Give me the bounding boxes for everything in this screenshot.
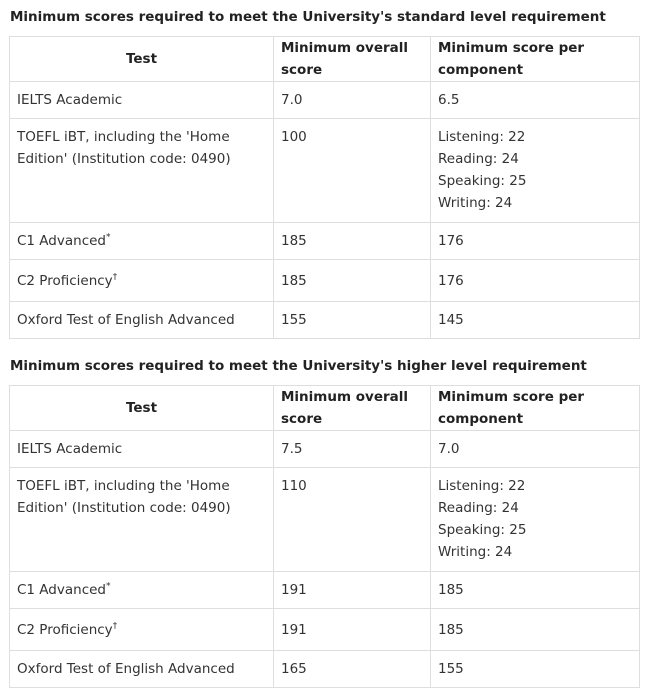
table-row bbox=[10, 468, 640, 572]
table-row bbox=[10, 82, 640, 119]
table-row bbox=[10, 651, 640, 688]
footnote-mark: † bbox=[112, 272, 118, 282]
component-score: 6.5 bbox=[431, 82, 640, 119]
component-score: 185 bbox=[431, 572, 640, 609]
higher-table-caption: Minimum scores required to meet the University's higher level requirement bbox=[10, 358, 587, 374]
component-score: Writing: 24 bbox=[438, 195, 513, 211]
test-name: C2 Proficiency† bbox=[10, 609, 274, 651]
table-row bbox=[10, 260, 640, 302]
component-score: 7.0 bbox=[431, 431, 640, 468]
component-score: 176 bbox=[431, 260, 640, 302]
test-name: Oxford Test of English Advanced bbox=[10, 302, 274, 339]
header-test: Test bbox=[10, 37, 274, 82]
overall-score: 185 bbox=[274, 260, 431, 302]
test-name: IELTS Academic bbox=[10, 82, 274, 119]
component-score: Listening: 22 bbox=[438, 129, 526, 145]
test-name: C1 Advanced* bbox=[10, 572, 274, 609]
component-scores bbox=[431, 119, 640, 223]
table-row bbox=[10, 609, 640, 651]
test-name: TOEFL iBT, including the 'Home Edition' (Institution code: 0490) bbox=[10, 119, 274, 223]
component-score: 176 bbox=[431, 223, 640, 260]
overall-score: 7.5 bbox=[274, 431, 431, 468]
table-header-row bbox=[10, 386, 640, 431]
test-name: C2 Proficiency† bbox=[10, 260, 274, 302]
test-name: C1 Advanced* bbox=[10, 223, 274, 260]
component-score: 145 bbox=[431, 302, 640, 339]
header-test: Test bbox=[10, 386, 274, 431]
overall-score: 165 bbox=[274, 651, 431, 688]
footnote-mark: * bbox=[106, 232, 111, 243]
table-row bbox=[10, 302, 640, 339]
footnote-mark: * bbox=[106, 581, 111, 592]
overall-score: 110 bbox=[274, 468, 431, 572]
overall-score: 191 bbox=[274, 609, 431, 651]
overall-score: 100 bbox=[274, 119, 431, 223]
header-overall: Minimum overall score bbox=[274, 37, 431, 82]
higher-requirement-table bbox=[9, 385, 640, 688]
footnote-mark: † bbox=[112, 621, 118, 631]
standard-table-caption: Minimum scores required to meet the University's standard level requirement bbox=[10, 9, 606, 25]
table-row bbox=[10, 119, 640, 223]
header-component: Minimum score per component bbox=[431, 37, 640, 82]
table-header-row bbox=[10, 37, 640, 82]
component-score: 155 bbox=[431, 651, 640, 688]
component-score: Reading: 24 bbox=[438, 151, 519, 167]
overall-score: 7.0 bbox=[274, 82, 431, 119]
component-score: 185 bbox=[431, 609, 640, 651]
overall-score: 155 bbox=[274, 302, 431, 339]
component-score: Speaking: 25 bbox=[438, 522, 527, 538]
test-name: IELTS Academic bbox=[10, 431, 274, 468]
component-scores bbox=[431, 468, 640, 572]
overall-score: 185 bbox=[274, 223, 431, 260]
component-score: Listening: 22 bbox=[438, 478, 526, 494]
test-name: TOEFL iBT, including the 'Home Edition' (Institution code: 0490) bbox=[10, 468, 274, 572]
test-name: Oxford Test of English Advanced bbox=[10, 651, 274, 688]
component-score: Speaking: 25 bbox=[438, 173, 527, 189]
header-component: Minimum score per component bbox=[431, 386, 640, 431]
standard-requirement-table bbox=[9, 36, 640, 339]
table-row bbox=[10, 223, 640, 260]
component-score: Reading: 24 bbox=[438, 500, 519, 516]
header-overall: Minimum overall score bbox=[274, 386, 431, 431]
table-row bbox=[10, 431, 640, 468]
component-score: Writing: 24 bbox=[438, 544, 513, 560]
overall-score: 191 bbox=[274, 572, 431, 609]
table-row bbox=[10, 572, 640, 609]
